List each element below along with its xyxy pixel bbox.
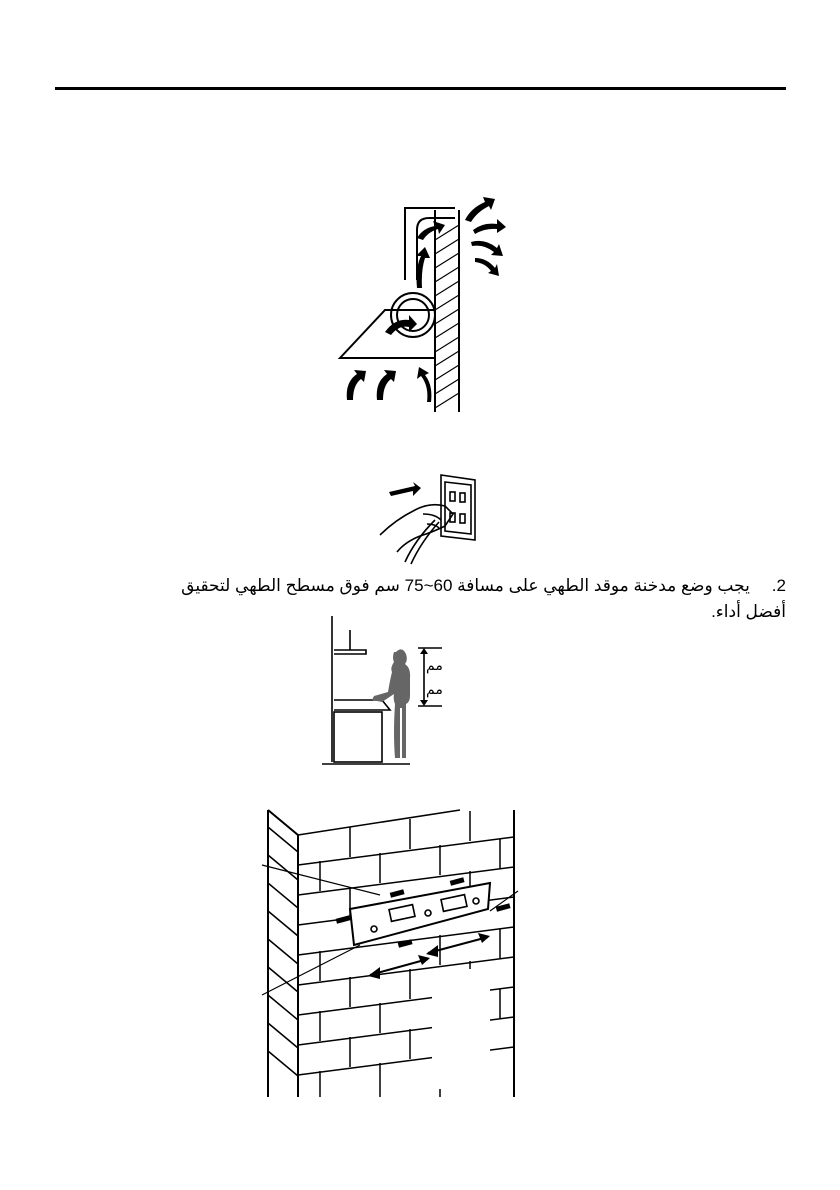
height-unit-bottom: مم <box>426 682 443 698</box>
installation-height-figure <box>318 612 458 770</box>
instruction-line <box>140 573 786 625</box>
unplug-figure <box>375 470 480 568</box>
airflow-diagram <box>325 180 515 415</box>
bracket-diagram <box>250 805 530 1100</box>
wall-bracket-figure <box>250 805 530 1100</box>
range-hood-airflow-figure <box>325 180 515 415</box>
header-rule <box>55 87 786 90</box>
person-silhouette <box>372 649 410 758</box>
instruction-text: يجب وضع مدخنة موقد الطهي على مسافة 60~75 سم فوق مسطح الطهي لتحقيق أفضل أداء. <box>181 576 786 621</box>
pull-arrow-icon <box>389 482 421 496</box>
height-unit-top: مم <box>426 658 443 674</box>
unplug-diagram <box>375 470 480 568</box>
instruction-number: 2. <box>771 576 786 595</box>
